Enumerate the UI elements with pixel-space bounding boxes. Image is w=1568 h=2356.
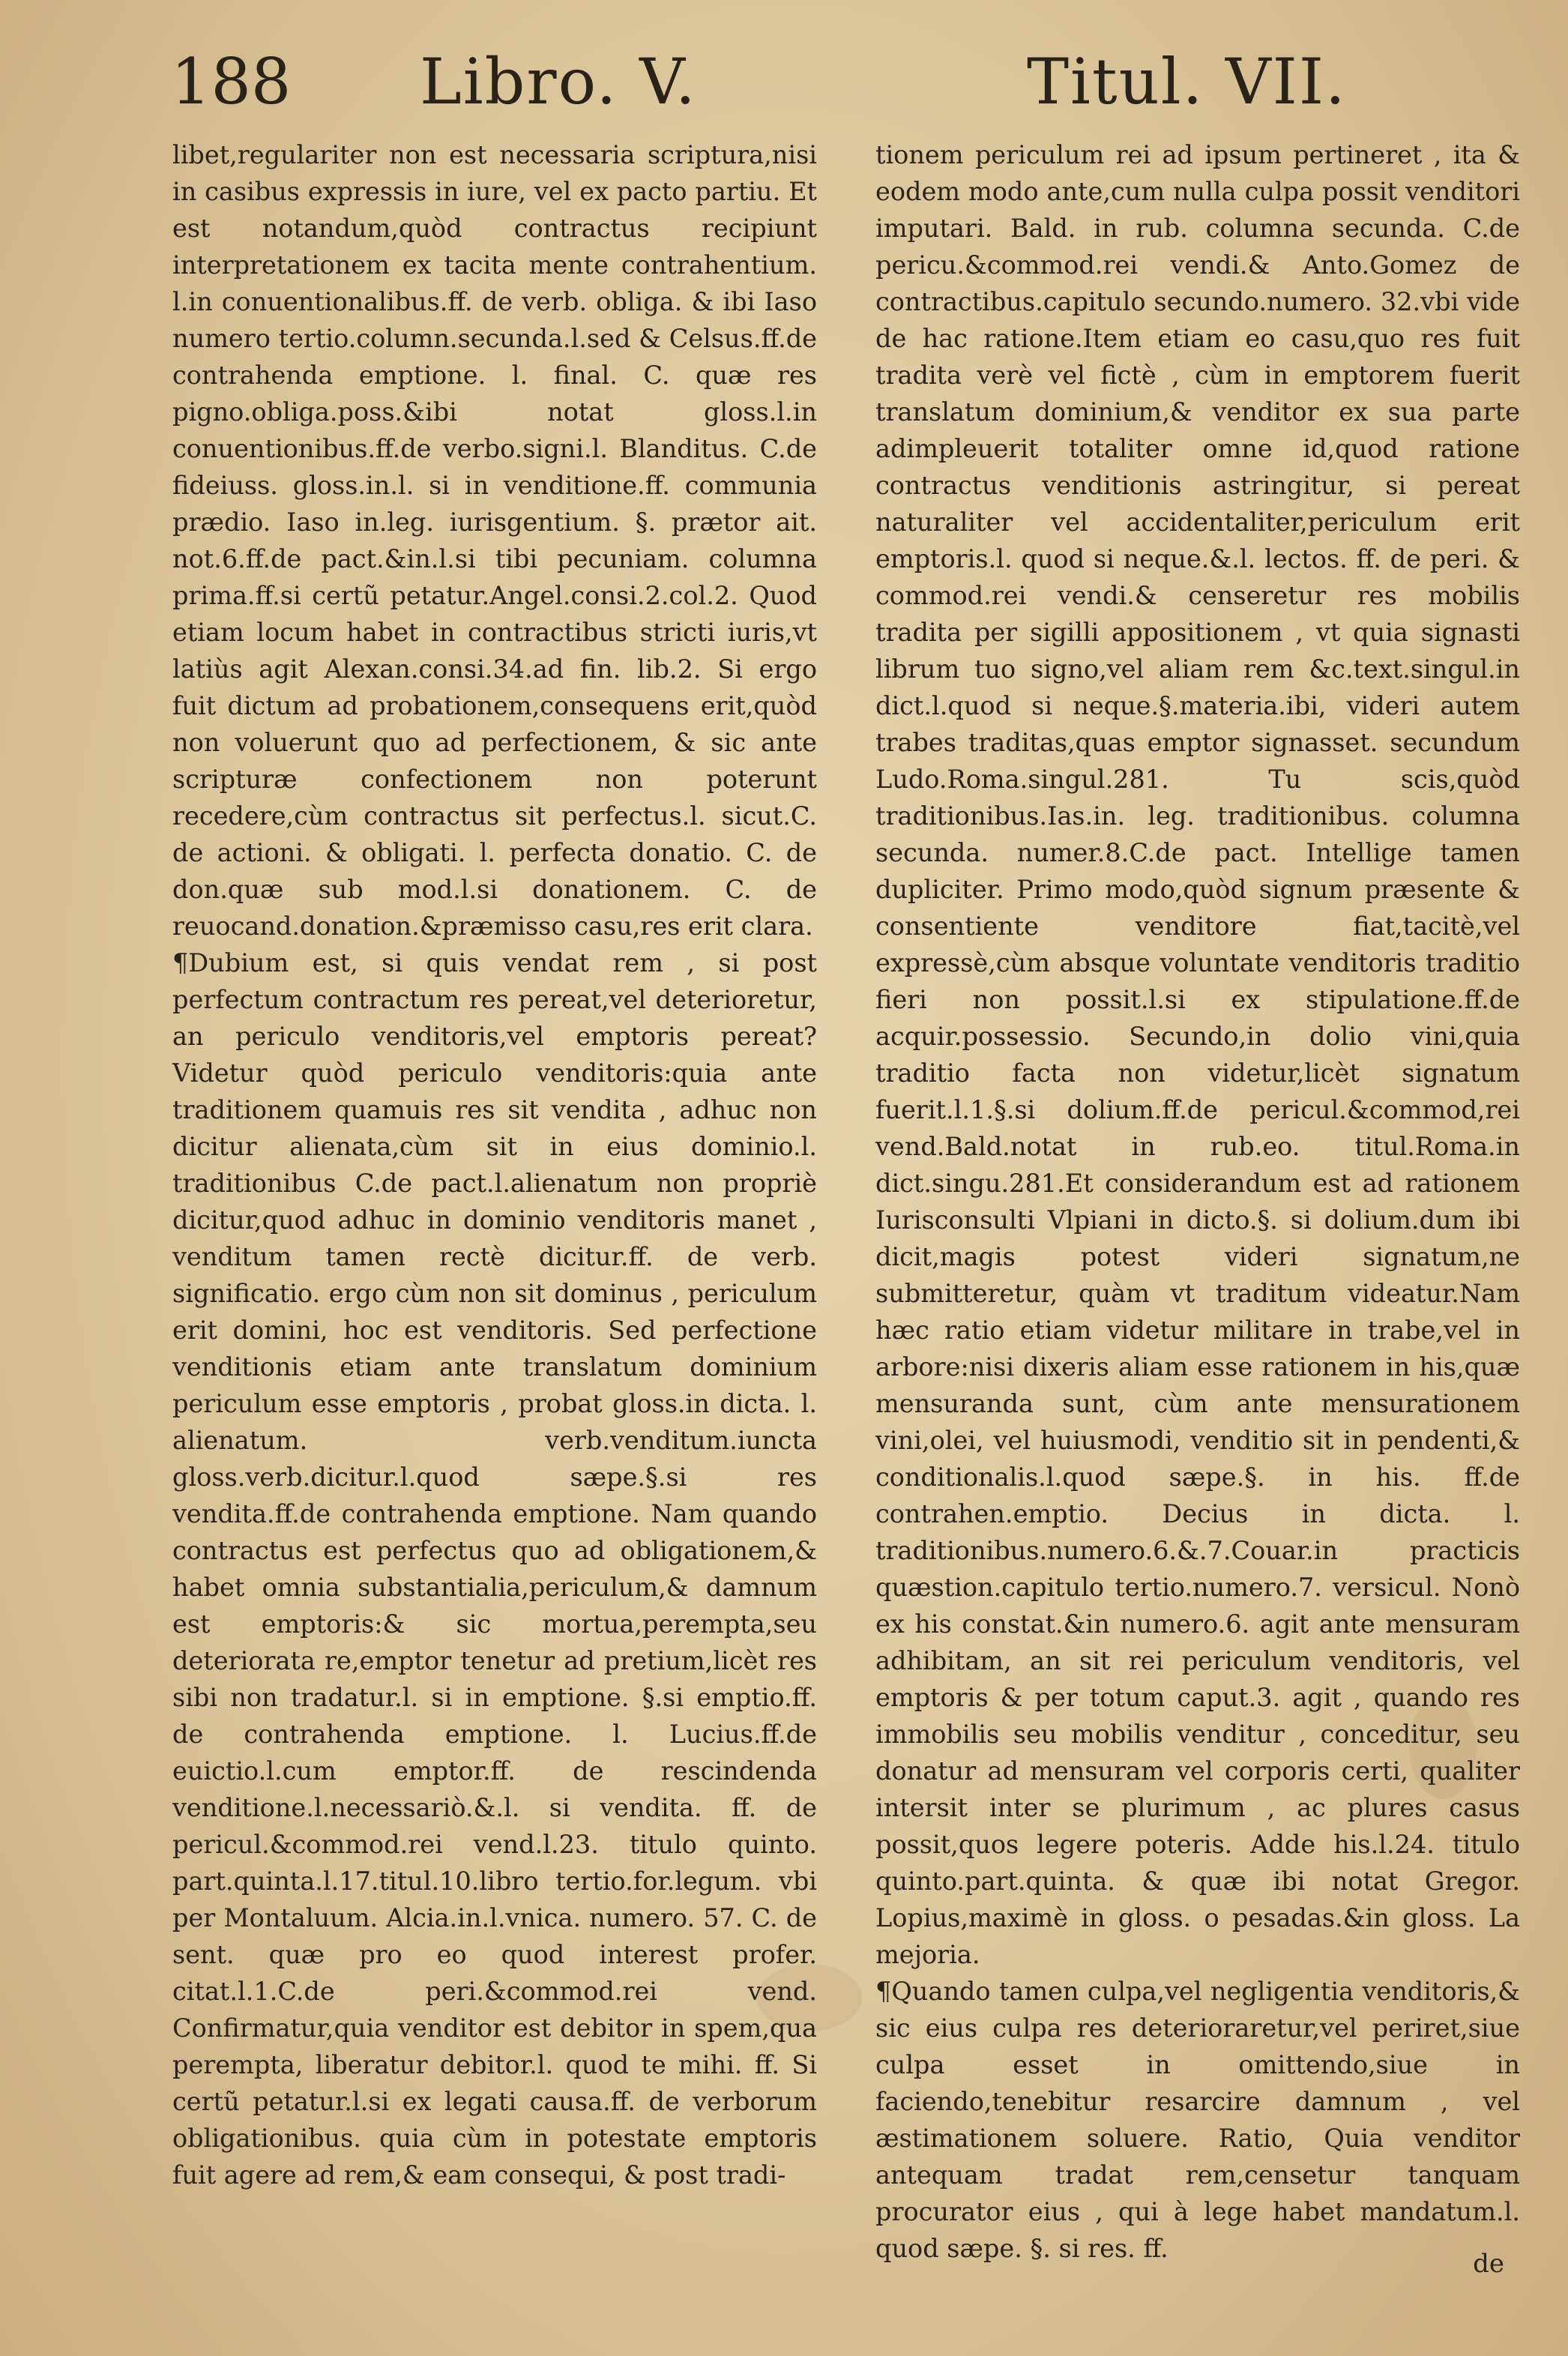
page-number: 188 — [171, 45, 292, 118]
paragraph: ¶Dubium est, si quis vendat rem , si post perfectum contractum res pereat,vel deterioretur, an periculo venditoris,vel emptoris pereat? Videtur quòd periculo venditoris:quia ante traditionem quamuis res sit vendita , adhuc non dicitur alienata,cùm sit in eius dominio.l. traditionibus C.de pact.l.alienatum non propriè dicitur,quod adhuc in dominio venditoris manet , venditum tamen rectè dicitur.ff. de verb. significatio. ergo cùm non sit dominus , periculum erit domini, hoc est venditoris. Sed perfectione venditionis etiam ante translatum dominium periculum esse emptoris , probat gloss.in dicta. l. alienatum. verb.venditum.iuncta gloss.verb.dicitur.l.quod sæpe.§.si res vendita.ff.de contrahenda emptione. Nam quando contractus est perfectus quo ad obligationem,& habet omnia substantialia,periculum,& damnum est emptoris:& sic mortua,perempta,seu deteriorata re,emptor tenetur ad pretium,licèt res sibi non tradatur.l. si in emptione. §.si emptio.ff. de contrahenda emptione. l. Lucius.ff.de euictio.l.cum emptor.ff. de rescindenda venditione.l.necessariò.&.l. si vendita. ff. de pericul.&commod.rei vend.l.23. titulo quinto. part.quinta.l.17.titul.10.libro tertio.for.legum. vbi per Montaluum. Alcia.in.l.vnica. numero. 57. C. de sent. quæ pro eo quod interest profer. citat.l.1.C.de peri.&commod.rei vend. Confirmatur,quia venditor est debitor in spem,qua perempta, liberatur debitor.l. quod te mihi. ff. Si certũ petatur.l.si ex legati causa.ff. de verborum obligationibus. quia cùm in potestate emptoris fuit agere ad rem,& eam consequi, & post tradi- — [172, 948, 817, 2190]
running-head-book: Libro. V. — [420, 45, 697, 118]
right-column — [875, 136, 1520, 2267]
paragraph: libet,regulariter non est necessaria scriptura,nisi in casibus expressis in iure, vel ex pacto partiu. Et est notandum,quòd contractus recipiunt interpretationem ex tacita mente contrahentium. l.in conuentionalibus.ff. de verb. obliga. & ibi Iaso numero tertio.column.secunda.l.sed & Celsus.ff.de contrahenda emptione. l. final. C. quæ res pigno.obliga.poss.&ibi notat gloss.l.in conuentionibus.ff.de verbo.signi.l. Blanditus. C.de fideiuss. gloss.in.l. si in venditione.ff. communia prædio. Iaso in.leg. iurisgentium. §. prætor ait. not.6.ff.de pact.&in.l.si tibi pecuniam. columna prima.ff.si certũ petatur.Angel.consi.2.col.2. Quod etiam locum habet in contractibus stricti iuris,vt latiùs agit Alexan.consi.34.ad fin. lib.2. Si ergo fuit dictum ad probationem,consequens erit,quòd non voluerunt quo ad perfectionem, & sic ante scripturæ confectionem non poterunt recedere,cùm contractus sit perfectus.l. sicut.C. de actioni. & obligati. l. perfecta donatio. C. de don.quæ sub mod.l.si donationem. C. de reuocand.donation.&præmisso casu,res erit clara. — [172, 140, 817, 941]
paragraph: ¶Quando tamen culpa,vel negligentia venditoris,& sic eius culpa res deterioraretur,vel periret,siue culpa esset in omittendo,siue in faciendo,tenebitur resarcire damnum , vel æstimationem soluere. Ratio, Quia venditor antequam tradat rem,censetur tanquam procurator eius , qui à lege habet mandatum.l. quod sæpe. §. si res. ff. — [875, 1977, 1520, 2263]
catchword: de — [1473, 2249, 1504, 2279]
running-head-title: Titul. VII. — [1027, 45, 1347, 118]
page-header — [0, 30, 1568, 127]
left-column — [172, 136, 817, 2193]
paragraph: tionem periculum rei ad ipsum pertineret , ita & eodem modo ante,cum nulla culpa possit venditori imputari. Bald. in rub. columna secunda. C.de pericu.&commod.rei vendi.& Anto.Gomez de contractibus.capitulo secundo.numero. 32.vbi vide de hac ratione.Item etiam eo casu,quo res fuit tradita verè vel fictè , cùm in emptorem fuerit translatum dominium,& venditor ex sua parte adimpleuerit totaliter omne id,quod ratione contractus venditionis astringitur, si pereat naturaliter vel accidentaliter,periculum erit emptoris.l. quod si neque.&.l. lectos. ff. de peri. & commod.rei vendi.& censeretur res mobilis tradita per sigilli appositionem , vt quia signasti librum tuo signo,vel aliam rem &c.text.singul.in dict.l.quod si neque.§.materia.ibi, videri autem trabes traditas,quas emptor signasset. secundum Ludo.Roma.singul.281. Tu scis,quòd traditionibus.Ias.in. leg. traditionibus. columna secunda. numer.8.C.de pact. Intellige tamen dupliciter. Primo modo,quòd signum præsente & consentiente venditore fiat,tacitè,vel expressè,cùm absque voluntate venditoris traditio fieri non possit.l.si ex stipulatione.ff.de acquir.possessio. Secundo,in dolio vini,quia traditio facta non videtur,licèt signatum fuerit.l.1.§.si dolium.ff.de pericul.&commod,rei vend.Bald.notat in rub.eo. titul.Roma.in dict.singu.281.Et considerandum est ad rationem Iurisconsulti Vlpiani in dicto.§. si dolium.dum ibi dicit,magis potest videri signatum,ne submitteretur, quàm vt traditum videatur.Nam hæc ratio etiam videtur militare in trabe,vel in arbore:nisi dixeris aliam esse rationem in his,quæ mensuranda sunt, cùm ante mensurationem vini,olei, vel huiusmodi, venditio sit in pendenti,& conditionalis.l.quod sæpe.§. in his. ff.de contrahen.emptio. Decius in dicta. l. traditionibus.numero.6.&.7.Couar.in practicis quæstion.capitulo tertio.numero.7. versicul. Nonò ex his constat.&in numero.6. agit ante mensuram adhibitam, an sit rei periculum venditoris, vel emptoris & per totum caput.3. agit , quando res immobilis seu mobilis venditur , conceditur, seu donatur ad mensuram vel corporis certi, qualiter intersit inter se plurimum , ac plures casus possit,quos legere poteris. Adde his.l.24. titulo quinto.part.quinta. & quæ ibi notat Gregor. Lopius,maximè in gloss. o pesadas.&in gloss. La mejoria. — [875, 140, 1520, 1969]
